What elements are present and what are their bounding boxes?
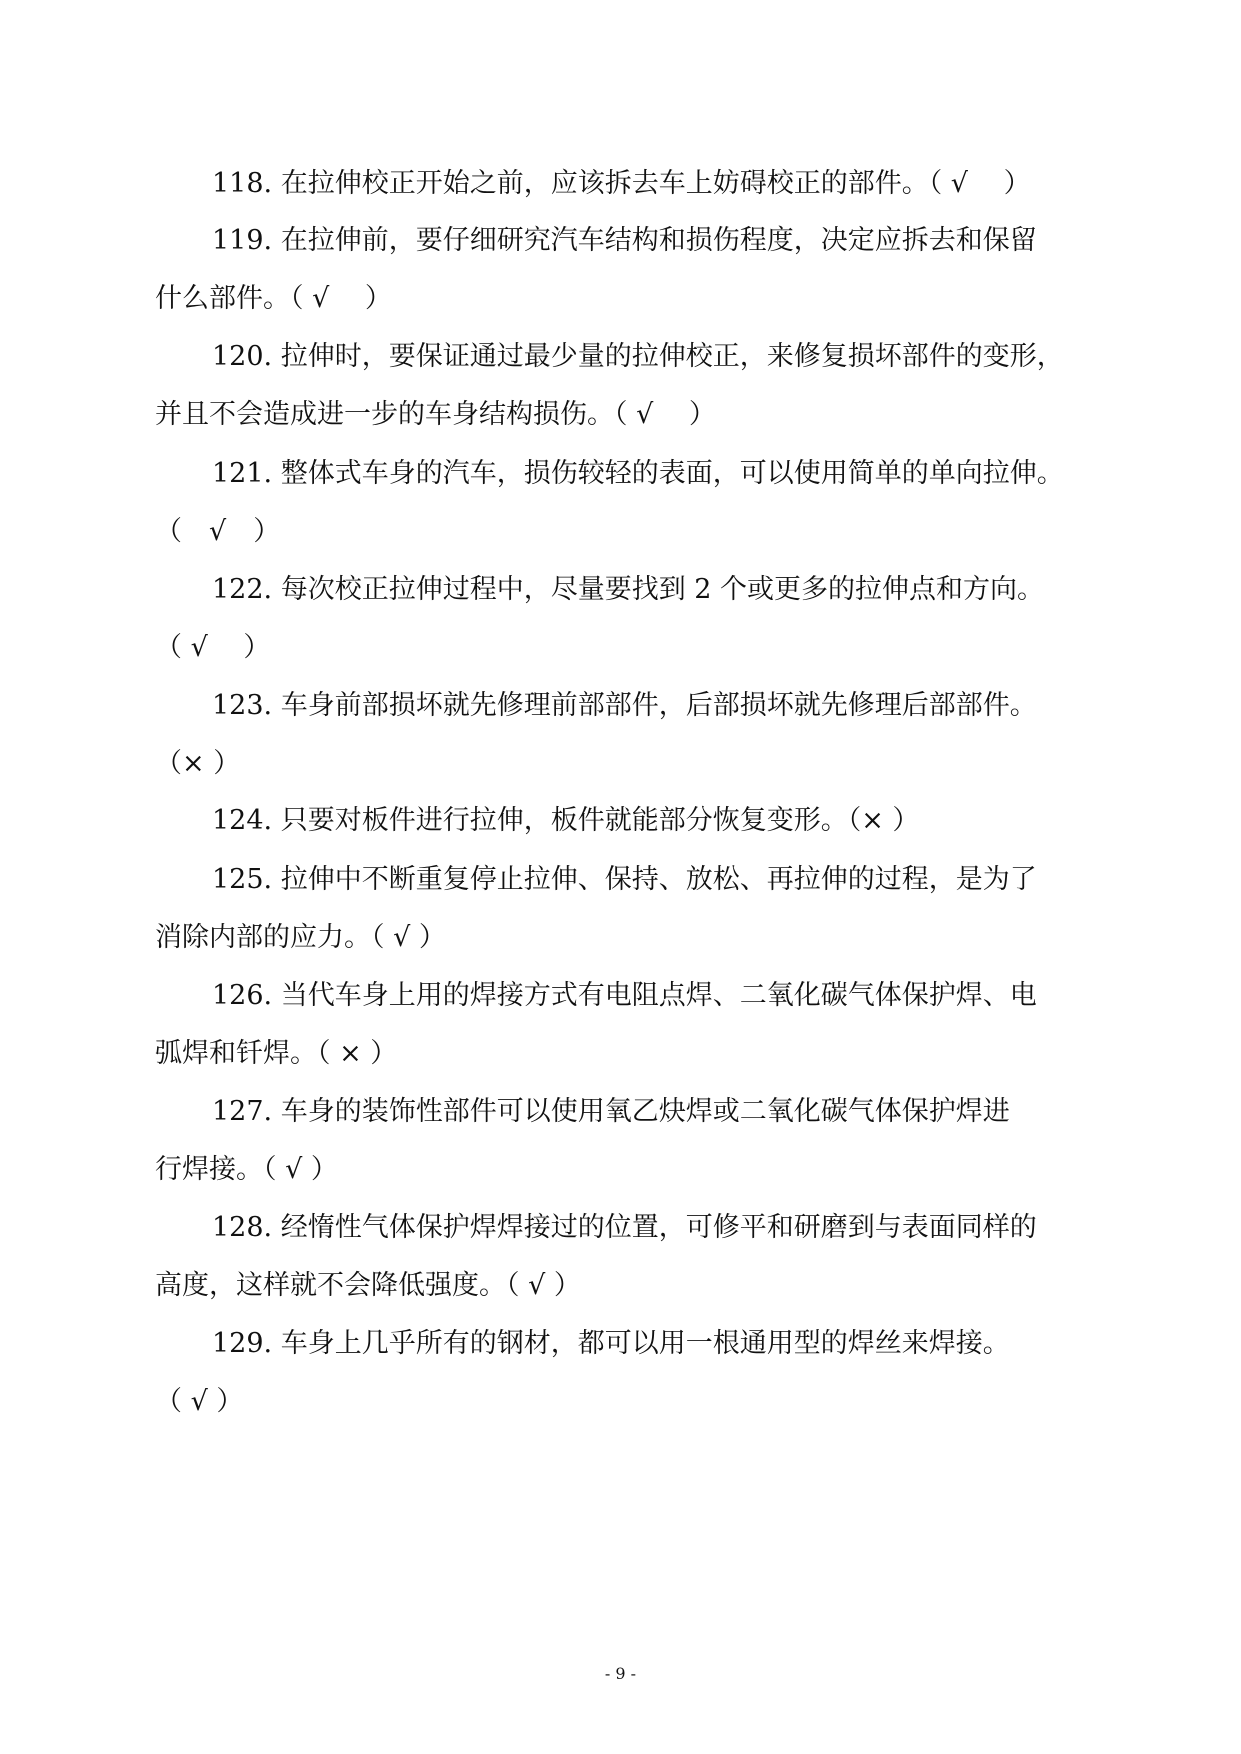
page-number: - 9 - [604,1664,637,1683]
item-122-line-2: （ √ ） [155,632,271,663]
item-126-line-2: 弧焊和钎焊。（ × ） [155,1038,398,1069]
item-128-line-2: 高度，这样就不会降低强度。（ √ ） [155,1270,581,1301]
item-126-line-1: 126. 当代车身上用的焊接方式有电阻点焊、二氧化碳气体保护焊、电 [212,980,1037,1011]
item-129-line-2: （ √ ） [155,1386,244,1417]
item-119-line-1: 119. 在拉伸前，要仔细研究汽车结构和损伤程度，决定应拆去和保留 [212,225,1037,256]
item-118-line-1: 118. 在拉伸校正开始之前，应该拆去车上妨碍校正的部件。（ √ ） [212,168,1031,199]
item-128-line-1: 128. 经惰性气体保护焊焊接过的位置，可修平和研磨到与表面同样的 [212,1212,1037,1243]
item-120-line-1: 120. 拉伸时，要保证通过最少量的拉伸校正，来修复损坏部件的变形， [212,341,1064,372]
item-121-line-2: （ √ ） [155,516,281,547]
item-129-line-1: 129. 车身上几乎所有的钢材，都可以用一根通用型的焊丝来焊接。 [212,1328,1010,1359]
item-127-line-1: 127. 车身的装饰性部件可以使用氧乙炔焊或二氧化碳气体保护焊进 [212,1096,1010,1127]
item-125-line-2: 消除内部的应力。（ √ ） [155,922,446,953]
item-121-line-1: 121. 整体式车身的汽车，损伤较轻的表面，可以使用简单的单向拉伸。 [212,458,1064,489]
item-127-line-2: 行焊接。（ √ ） [155,1154,338,1185]
item-125-line-1: 125. 拉伸中不断重复停止拉伸、保持、放松、再拉伸的过程，是为了 [212,864,1037,895]
item-123-line-1: 123. 车身前部损坏就先修理前部部件，后部损坏就先修理后部部件。 [212,690,1037,721]
item-124-line-1: 124. 只要对板件进行拉伸，板件就能部分恢复变形。（× ） [212,805,920,836]
item-119-line-2: 什么部件。（ √ ） [155,283,392,314]
item-120-line-2: 并且不会造成进一步的车身结构损伤。（ √ ） [155,399,716,430]
item-123-line-2: （× ） [155,748,241,779]
item-122-line-1: 122. 每次校正拉伸过程中，尽量要找到 2 个或更多的拉伸点和方向。 [212,574,1045,605]
